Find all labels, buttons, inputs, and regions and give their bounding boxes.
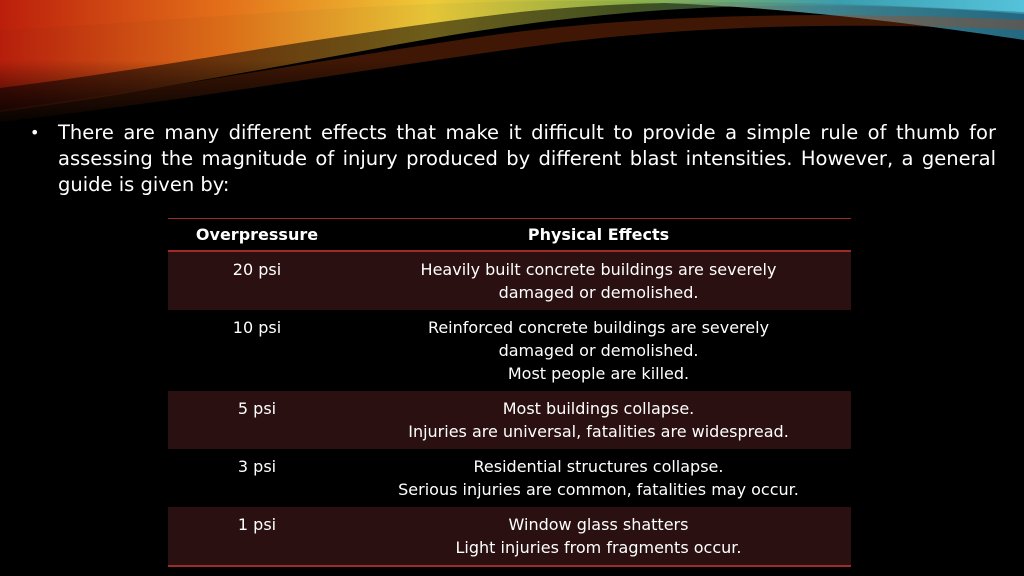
decorative-banner <box>0 0 1024 130</box>
table-row <box>168 251 851 310</box>
effects-cell <box>346 507 851 566</box>
overpressure-cell: 3 psi <box>168 449 346 507</box>
effect-line: Residential structures collapse. <box>473 457 724 476</box>
effect-line: Most people are killed. <box>507 364 690 383</box>
overpressure-cell: 5 psi <box>168 391 346 449</box>
effects-cell <box>346 310 851 391</box>
overpressure-cell: 10 psi <box>168 310 346 391</box>
effect-line: Most buildings collapse. <box>502 399 695 418</box>
effects-cell <box>346 251 851 310</box>
table-row <box>168 310 851 391</box>
effect-line: Light injuries from fragments occur. <box>455 538 742 557</box>
effect-line: Injuries are universal, fatalities are widespread. <box>408 422 789 441</box>
table-row <box>168 507 851 566</box>
overpressure-cell: 20 psi <box>168 251 346 310</box>
table-row <box>168 449 851 507</box>
bullet-marker-icon: • <box>30 123 40 142</box>
blast-effects-table <box>168 218 851 567</box>
effect-line: damaged or demolished. <box>498 341 699 360</box>
overpressure-cell: 1 psi <box>168 507 346 566</box>
table-row <box>168 391 851 449</box>
bullet-paragraph <box>30 120 996 198</box>
table-header-row <box>168 219 851 252</box>
effect-line: Window glass shatters <box>508 515 689 534</box>
header-physical-effects: Physical Effects <box>346 219 851 252</box>
header-overpressure: Overpressure <box>168 219 346 252</box>
effect-line: Reinforced concrete buildings are severely <box>427 318 770 337</box>
effects-cell <box>346 449 851 507</box>
effect-line: Serious injuries are common, fatalities may occur. <box>398 480 799 499</box>
effect-line: damaged or demolished. <box>498 283 699 302</box>
effects-cell <box>346 391 851 449</box>
effect-line: Heavily built concrete buildings are severely <box>420 260 777 279</box>
bullet-text: There are many different effects that make it difficult to provide a simple rule of thumb for assessing the magnitude of injury produced by different blast intensities. However, a general guide is given by: <box>58 121 996 196</box>
